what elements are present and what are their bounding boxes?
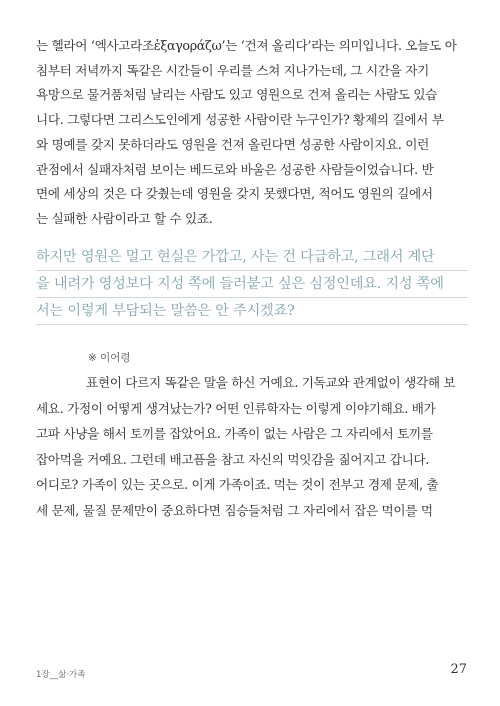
text-line: 표현이 다르지 똑같은 말을 하신 거예요. 기독교와 관계없이 생각해 보 <box>86 375 456 390</box>
page-number: 27 <box>450 662 467 677</box>
speaker-label: ※ 이어령 <box>88 352 131 364</box>
body-paragraph <box>36 34 468 232</box>
text-line: 어디로? 가족이 있는 곳으로. 이게 가족이죠. 먹는 것이 전부고 경제 문제, 출 <box>36 477 439 493</box>
text-line: 잡아먹을 거예요. 그런데 배고픔을 참고 자신의 먹잇감을 짊어지고 갑니다. <box>36 451 429 467</box>
text-line: 고파 사냥을 해서 토끼를 잡았어요. 가족이 없는 사람은 그 자리에서 토끼를 <box>36 426 433 442</box>
text-line: 니다. 그렇다면 그리스도인에게 성공한 사람이란 누구인가? 황제의 길에서 부 <box>36 112 444 128</box>
text-line: 는 실패한 사람이라고 할 수 있죠. <box>36 210 213 226</box>
text-line: 욕망으로 물거품처럼 날리는 사람도 있고 영원으로 건져 올리는 사람도 있습 <box>36 87 438 103</box>
text-line: 세요. 가정이 어떻게 생겨났는가? 어떤 인류학자는 이렇게 이야기해요. 배가 <box>36 400 436 416</box>
text-line: 침부터 저녁까지 똑같은 시간들이 우리를 스쳐 지나가는데, 그 시간을 자기 <box>36 62 429 78</box>
interviewer-question <box>36 244 468 325</box>
text-line: 와 명예를 갖지 못하더라도 영원을 건져 올린다면 성공한 사람이지요. 이런 <box>36 136 429 152</box>
text-line: 는 헬라어 ‘엑사고라조ἐξαγοράζω’는 ‘건져 올리다’라는 의미입니다. 오늘도 아 <box>36 38 457 53</box>
text-line: 세 문제, 물질 문제만이 중요하다면 짐승들처럼 그 자리에서 잡은 먹이를 먹 <box>36 502 433 518</box>
answer-paragraph <box>36 370 468 524</box>
question-line: 서는 이렇게 부담되는 말씀은 안 주시겠죠? <box>36 298 468 325</box>
question-line: 을 내려가 영성보다 지성 쪽에 들러붙고 싶은 심정인데요. 지성 쪽에 <box>36 271 468 298</box>
text-line: 면에 세상의 것은 다 갖췄는데 영원을 갖지 못했다면, 적어도 영원의 길에서 <box>36 186 433 202</box>
chapter-footer: 1장__삶·가족 <box>36 670 86 680</box>
question-line: 하지만 영원은 멀고 현실은 가깝고, 사는 건 다급하고, 그래서 계단 <box>36 244 468 271</box>
text-line: 관점에서 실패자처럼 보이는 베드로와 바울은 성공한 사람들이었습니다. 반 <box>36 161 434 177</box>
